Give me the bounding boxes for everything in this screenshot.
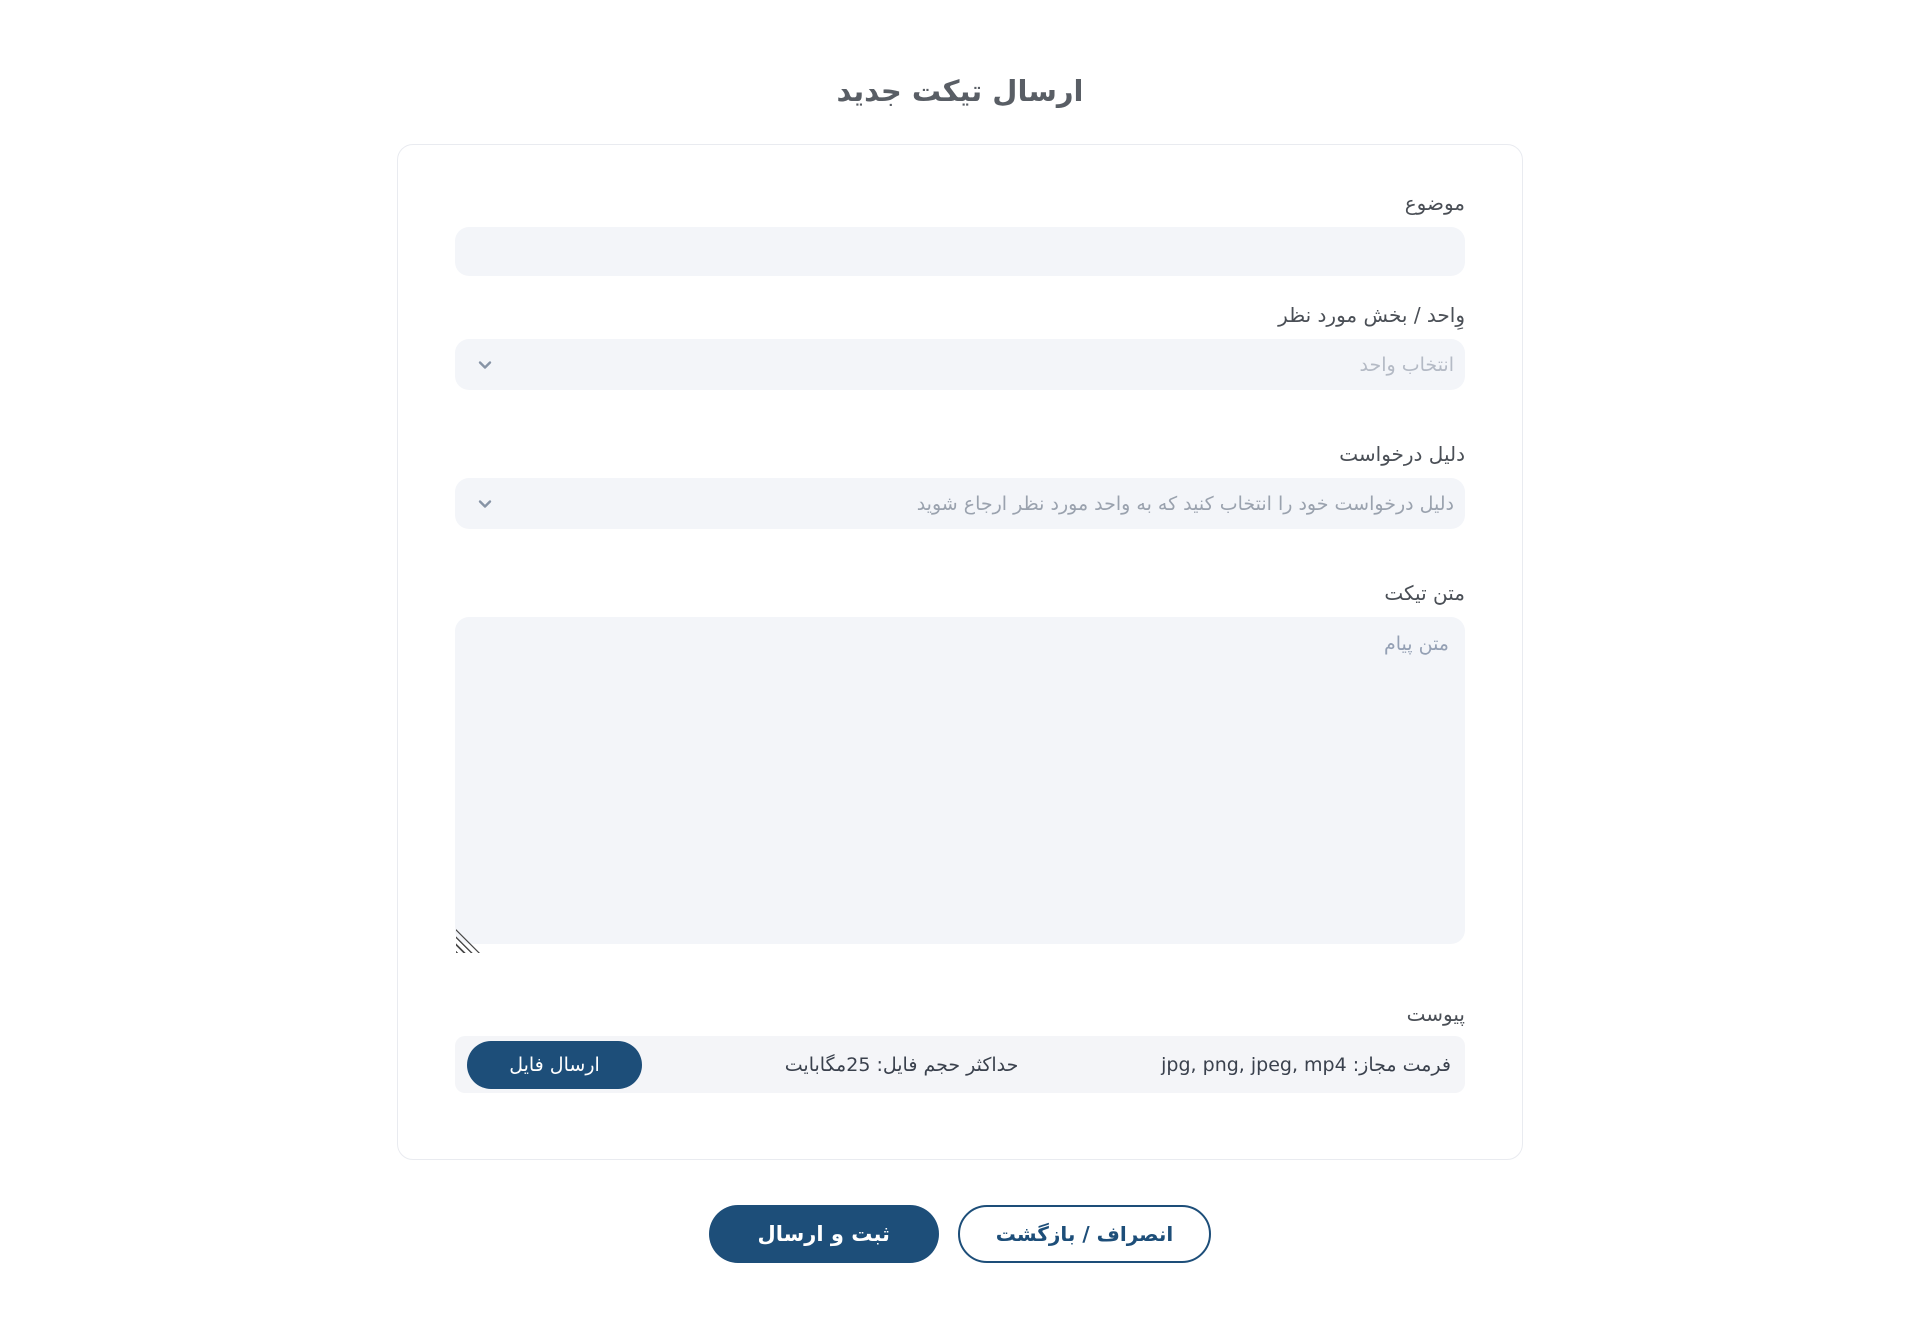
reason-select[interactable] xyxy=(455,478,1465,529)
message-label: متن تیکت xyxy=(1384,581,1465,605)
unit-label: وِاحد / بخش مورد نظر xyxy=(1278,303,1465,327)
reason-label: دلیل درخواست xyxy=(1339,442,1465,466)
attachment-label: پیوست xyxy=(1406,1002,1465,1026)
footer-actions xyxy=(0,1205,1920,1263)
message-textarea-wrap xyxy=(455,617,1465,944)
chevron-down-icon xyxy=(476,356,494,374)
ticket-form-card xyxy=(397,144,1523,1160)
submit-button[interactable]: ثبت و ارسال xyxy=(709,1205,939,1263)
subject-label: موضوع xyxy=(1404,191,1465,215)
page-title: ارسال تیکت جدید xyxy=(836,74,1084,108)
chevron-down-icon xyxy=(476,495,494,513)
unit-select[interactable] xyxy=(455,339,1465,390)
attachment-row xyxy=(455,1036,1465,1093)
max-size-text: حداکثر حجم فایل: 25مگابایت xyxy=(784,1053,1019,1076)
message-textarea[interactable] xyxy=(455,617,1465,944)
unit-select-placeholder: انتخاب واحد xyxy=(1359,353,1454,376)
upload-file-button[interactable]: ارسال فایل xyxy=(467,1041,642,1089)
subject-input[interactable] xyxy=(455,227,1465,276)
allowed-formats-text: فرمت مجاز: jpg, png, jpeg, mp4 xyxy=(1161,1053,1451,1076)
reason-select-placeholder: دلیل درخواست خود را انتخاب کنید که به واحد مورد نظر ارجاع شوید xyxy=(916,492,1454,515)
cancel-button[interactable]: انصراف / بازگشت xyxy=(958,1205,1212,1263)
